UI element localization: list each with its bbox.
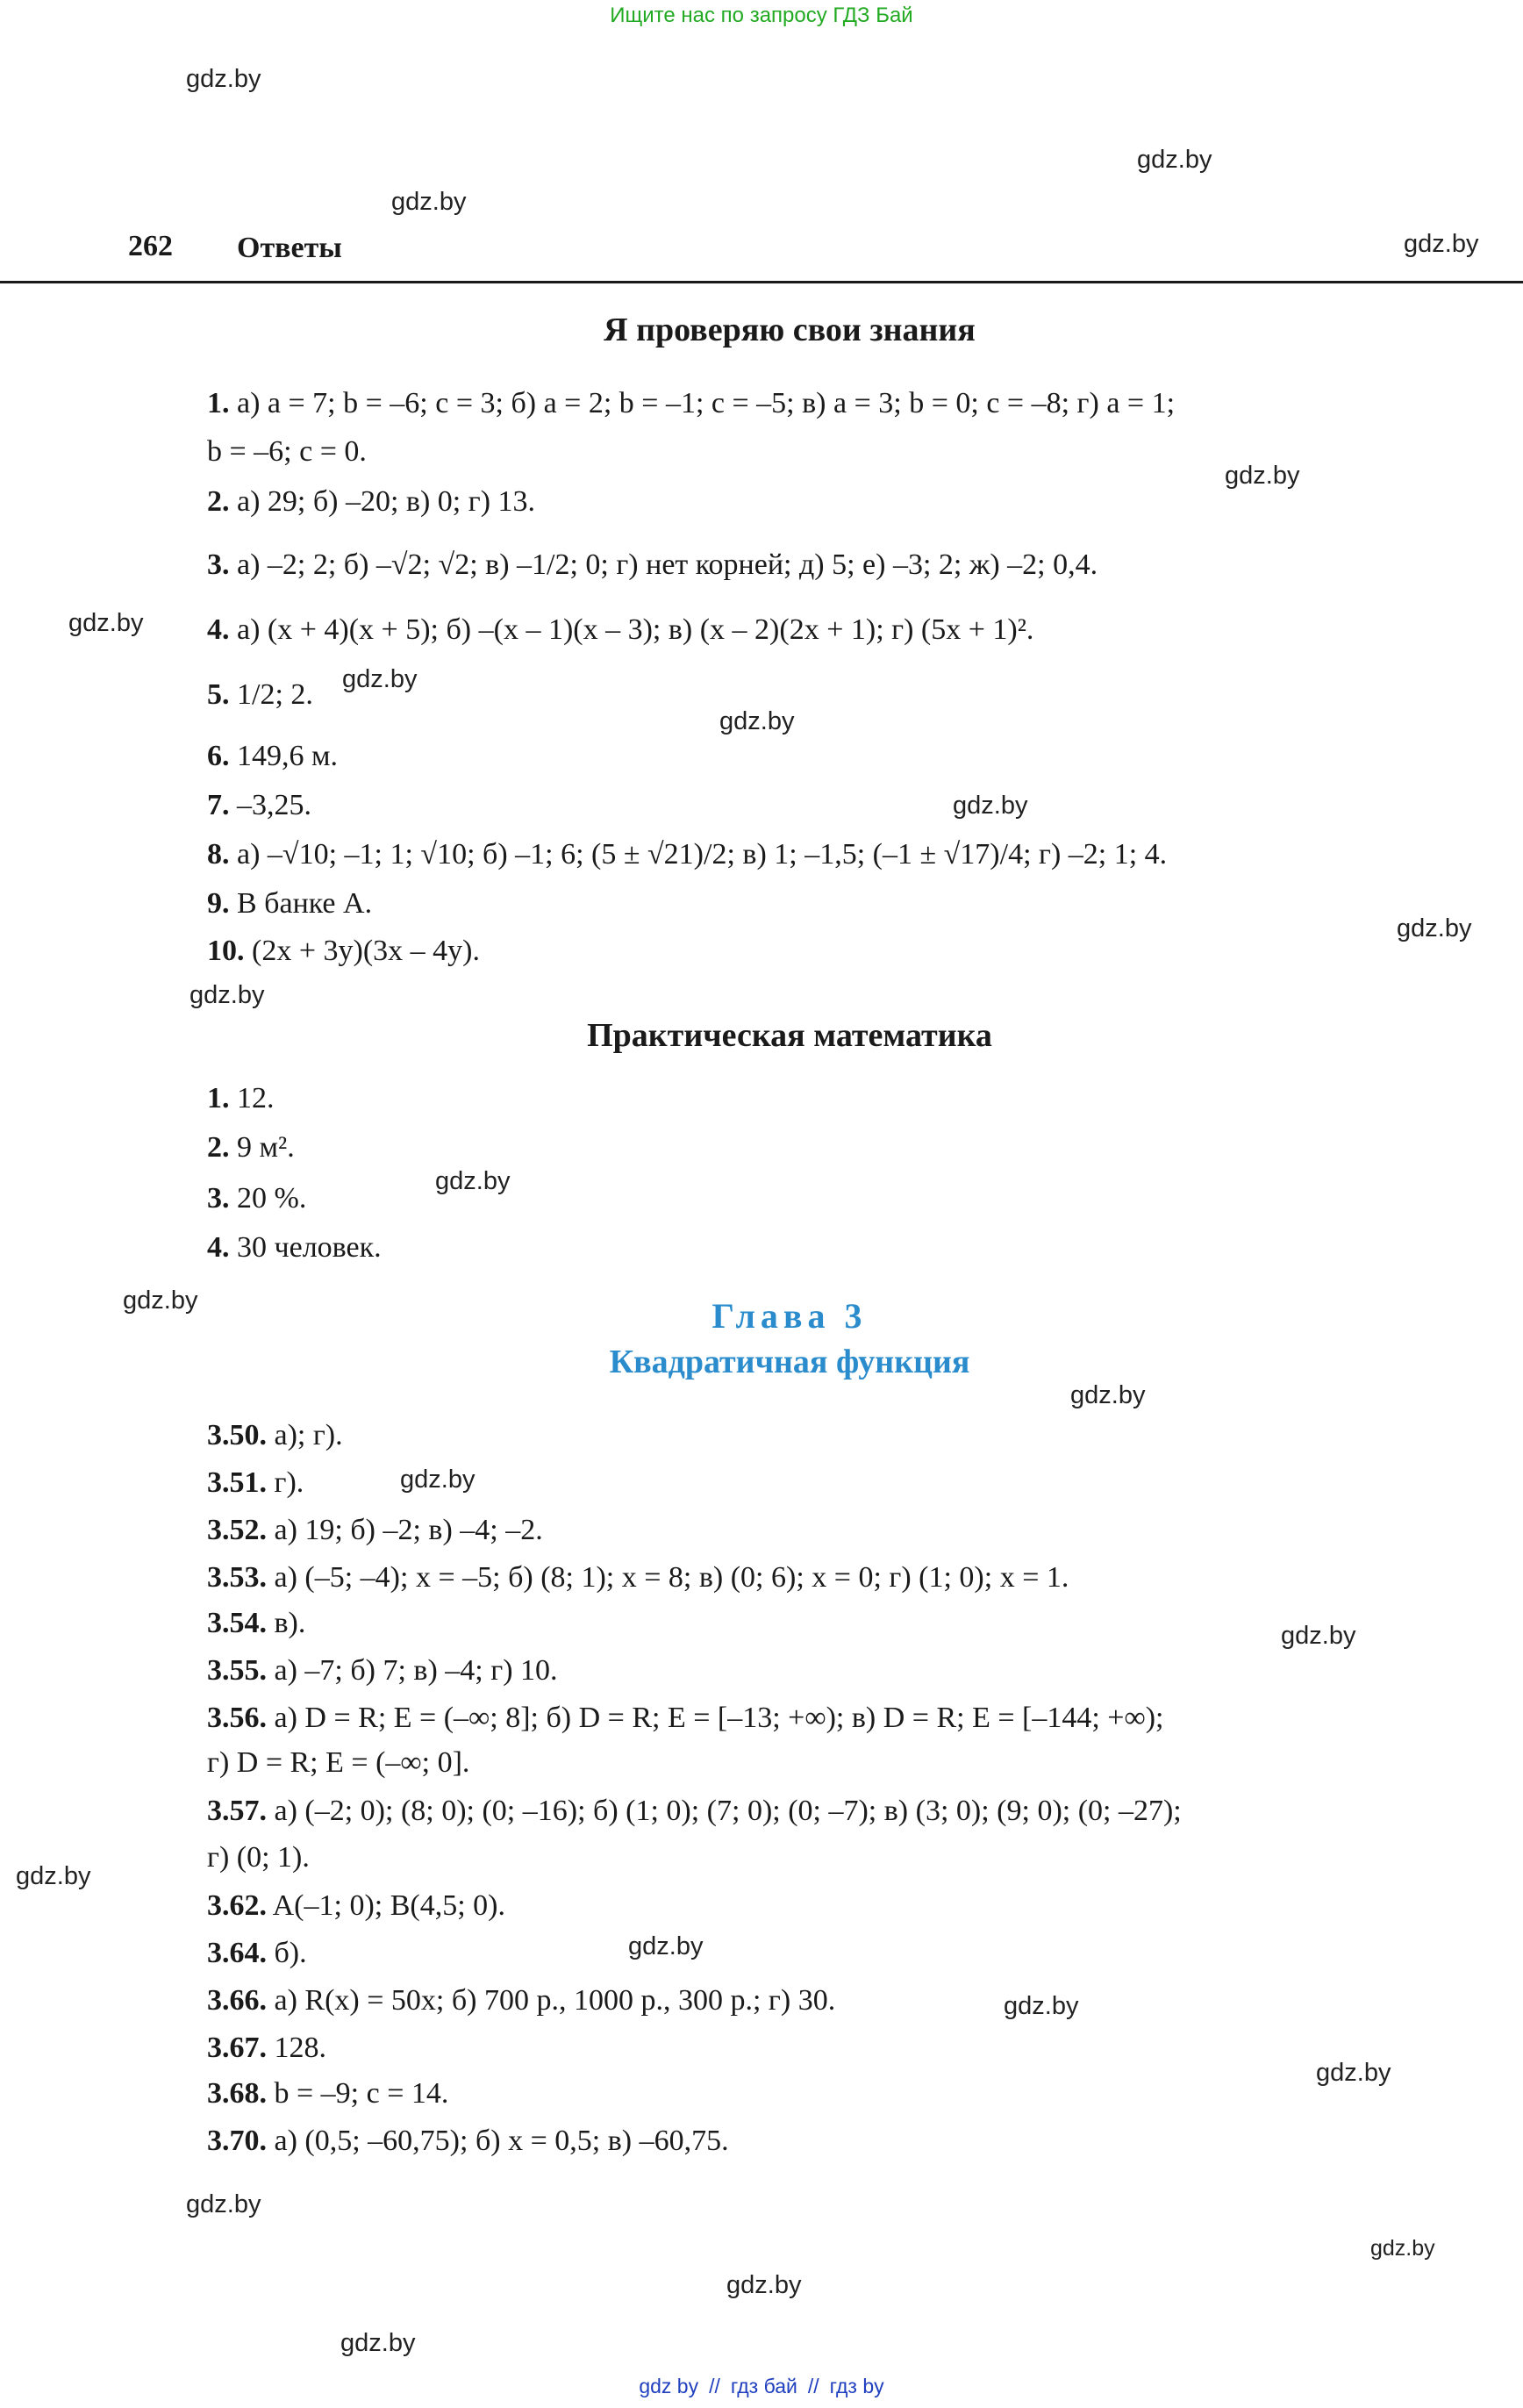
answer-text: а) (–5; –4); x = –5; б) (8; 1); x = 8; в) (0; 6); x = 0; г) (1; 0); x = 1. xyxy=(274,1561,1069,1594)
answer-item xyxy=(207,1653,558,1689)
answer-number: 4. xyxy=(207,613,230,646)
answer-number: 3.70. xyxy=(207,2125,267,2157)
watermark: gdz.by xyxy=(1225,462,1300,490)
answer-item xyxy=(207,677,313,713)
answer-number: 3.53. xyxy=(207,1561,267,1594)
answer-number: 1. xyxy=(207,387,230,419)
answer-text: а) 29; б) –20; в) 0; г) 13. xyxy=(237,485,536,518)
answer-item xyxy=(207,1418,343,1454)
answer-text: а) (0,5; –60,75); б) x = 0,5; в) –60,75. xyxy=(274,2125,729,2157)
answer-number: 4. xyxy=(207,1231,230,1264)
answer-item xyxy=(207,1466,304,1501)
answer-number: 3.54. xyxy=(207,1607,267,1639)
answer-text: 149,6 м. xyxy=(237,740,339,772)
answer-item xyxy=(207,1794,1182,1830)
answer-text: г). xyxy=(274,1466,304,1499)
watermark: gdz.by xyxy=(719,707,795,735)
footer-separator: // xyxy=(807,2375,819,2397)
watermark: gdz.by xyxy=(391,188,467,216)
answer-number: 3.56. xyxy=(207,1702,267,1734)
answer-number: 3.67. xyxy=(207,2032,267,2064)
answer-text: а) –7; б) 7; в) –4; г) 10. xyxy=(274,1654,558,1687)
watermark: gdz.by xyxy=(123,1286,198,1315)
answer-number: 3.52. xyxy=(207,1514,267,1546)
answer-number: 3.64. xyxy=(207,1937,267,1969)
watermark: gdz.by xyxy=(1316,2059,1391,2087)
answer-number: 10. xyxy=(207,935,245,967)
answer-number: 2. xyxy=(207,485,230,518)
answer-text: а) a = 7; b = –6; c = 3; б) a = 2; b = –1; c = –5; в) a = 3; b = 0; c = –8; г) a = 1; xyxy=(237,387,1176,419)
answer-item xyxy=(207,739,338,775)
answer-number: 9. xyxy=(207,887,230,920)
answer-number: 3. xyxy=(207,1182,230,1215)
answer-text: 128. xyxy=(274,2032,326,2064)
watermark: gdz.by xyxy=(68,609,144,637)
watermark: gdz.by xyxy=(628,1932,704,1960)
answer-item xyxy=(207,1181,306,1217)
answer-number: 2. xyxy=(207,1131,230,1164)
watermark: gdz.by xyxy=(189,981,265,1009)
answer-number: 3.51. xyxy=(207,1466,267,1499)
answer-item xyxy=(207,788,311,824)
answer-item xyxy=(207,1513,543,1549)
answer-number: 5. xyxy=(207,678,230,711)
answer-text: а) 19; б) –2; в) –4; –2. xyxy=(274,1514,543,1546)
answer-text: а) –√10; –1; 1; √10; б) –1; 6; (5 ± √21)/2; в) 1; –1,5; (–1 ± √17)/4; г) –2; 1; 4. xyxy=(237,838,1168,871)
answer-text: 12. xyxy=(237,1082,275,1114)
watermark: gdz.by xyxy=(1137,146,1212,174)
watermark: gdz.by xyxy=(400,1466,475,1494)
watermark: gdz.by xyxy=(435,1167,511,1195)
answer-item xyxy=(207,2076,448,2112)
watermark: gdz.by xyxy=(1404,230,1479,258)
answer-text: б). xyxy=(274,1937,307,1969)
answer-text: а) (–2; 0); (8; 0); (0; –16); б) (1; 0); (7; 0); (0; –7); в) (3; 0); (9; 0); (0; –27); xyxy=(274,1795,1182,1827)
answer-text: а) D = R; E = (–∞; 8]; б) D = R; E = [–13; +∞); в) D = R; E = [–144; +∞); xyxy=(274,1702,1164,1734)
watermark: gdz.by xyxy=(726,2271,802,2299)
footer-separator: // xyxy=(709,2375,720,2397)
answer-item xyxy=(207,837,1167,873)
answer-item xyxy=(207,1936,307,1972)
answer-text: а) –2; 2; б) –√2; √2; в) –1/2; 0; г) нет корней; д) 5; е) –3; 2; ж) –2; 0,4. xyxy=(237,548,1098,581)
answer-text: b = –9; c = 14. xyxy=(274,2077,449,2110)
answer-text: 9 м². xyxy=(237,1131,295,1164)
answer-item xyxy=(207,1983,835,2019)
answer-item xyxy=(207,1560,1069,1596)
answer-continuation: b = –6; c = 0. xyxy=(207,435,367,468)
answer-text: 20 %. xyxy=(237,1182,307,1215)
answer-number: 8. xyxy=(207,838,230,871)
watermark: gdz.by xyxy=(1281,1622,1356,1650)
answer-item xyxy=(207,1130,295,1166)
watermark: gdz.by xyxy=(1370,2236,1435,2261)
running-head: Ответы xyxy=(237,232,342,264)
answer-item xyxy=(207,2031,326,2067)
watermark: gdz.by xyxy=(1004,1992,1079,2020)
answer-text: а) R(x) = 50x; б) 700 р., 1000 р., 300 р.; г) 30. xyxy=(274,1984,836,2017)
answer-item xyxy=(207,613,1033,649)
answer-number: 3.62. xyxy=(207,1889,267,1922)
answer-number: 3.57. xyxy=(207,1795,267,1827)
answer-continuation: г) D = R; E = (–∞; 0]. xyxy=(207,1746,470,1779)
answer-item xyxy=(207,1701,1163,1737)
answer-item xyxy=(207,2124,729,2160)
section-title-practical: Практическая математика xyxy=(587,1017,992,1054)
answer-item xyxy=(207,484,535,520)
watermark: gdz.by xyxy=(1070,1381,1146,1409)
answer-item xyxy=(207,548,1098,584)
watermark: gdz.by xyxy=(342,665,418,693)
answer-item xyxy=(207,934,480,970)
answer-item xyxy=(207,1606,305,1642)
answer-item xyxy=(207,1081,275,1117)
answer-number: 3.68. xyxy=(207,2077,267,2110)
answer-text: В банке A. xyxy=(237,887,373,920)
watermark: gdz.by xyxy=(186,2190,261,2218)
chapter-title: Квадратичная функция xyxy=(609,1344,970,1380)
answer-text: A(–1; 0); B(4,5; 0). xyxy=(272,1889,505,1922)
answer-text: а) (x + 4)(x + 5); б) –(x – 1)(x – 3); в) (x – 2)(2x + 1); г) (5x + 1)². xyxy=(237,613,1034,646)
footer-link[interactable]: гдз бай xyxy=(730,2375,797,2397)
answer-text: –3,25. xyxy=(237,789,311,821)
watermark: gdz.by xyxy=(186,65,261,93)
watermark: gdz.by xyxy=(16,1862,91,1890)
answer-text: 1/2; 2. xyxy=(237,678,313,711)
answer-item xyxy=(207,386,1175,422)
answer-number: 3.50. xyxy=(207,1419,267,1451)
answer-item xyxy=(207,886,372,922)
header-rule xyxy=(0,281,1523,283)
footer-link[interactable]: gdz by xyxy=(639,2375,699,2397)
answer-number: 6. xyxy=(207,740,230,772)
footer-link[interactable]: гдз by xyxy=(829,2375,884,2397)
answer-number: 1. xyxy=(207,1082,230,1114)
footer-links xyxy=(0,2375,1523,2398)
watermark: gdz.by xyxy=(340,2329,416,2357)
answer-text: 30 человек. xyxy=(237,1231,382,1264)
watermark: gdz.by xyxy=(953,792,1028,820)
answer-text: а); г). xyxy=(274,1419,343,1451)
answer-continuation: г) (0; 1). xyxy=(207,1841,310,1874)
answer-number: 3.55. xyxy=(207,1654,267,1687)
page-number: 262 xyxy=(128,230,173,262)
answer-number: 3. xyxy=(207,548,230,581)
answer-number: 3.66. xyxy=(207,1984,267,2017)
answer-number: 7. xyxy=(207,789,230,821)
answer-text: в). xyxy=(274,1607,306,1639)
watermark: gdz.by xyxy=(1397,914,1472,942)
answer-item xyxy=(207,1888,505,1924)
top-banner[interactable]: Ищите нас по запросу ГДЗ Бай xyxy=(610,4,913,27)
answer-text: (2x + 3y)(3x – 4y). xyxy=(252,935,480,967)
answer-item xyxy=(207,1230,382,1266)
chapter-label: Глава 3 xyxy=(711,1296,868,1336)
section-title-check: Я проверяю свои знания xyxy=(604,312,976,348)
